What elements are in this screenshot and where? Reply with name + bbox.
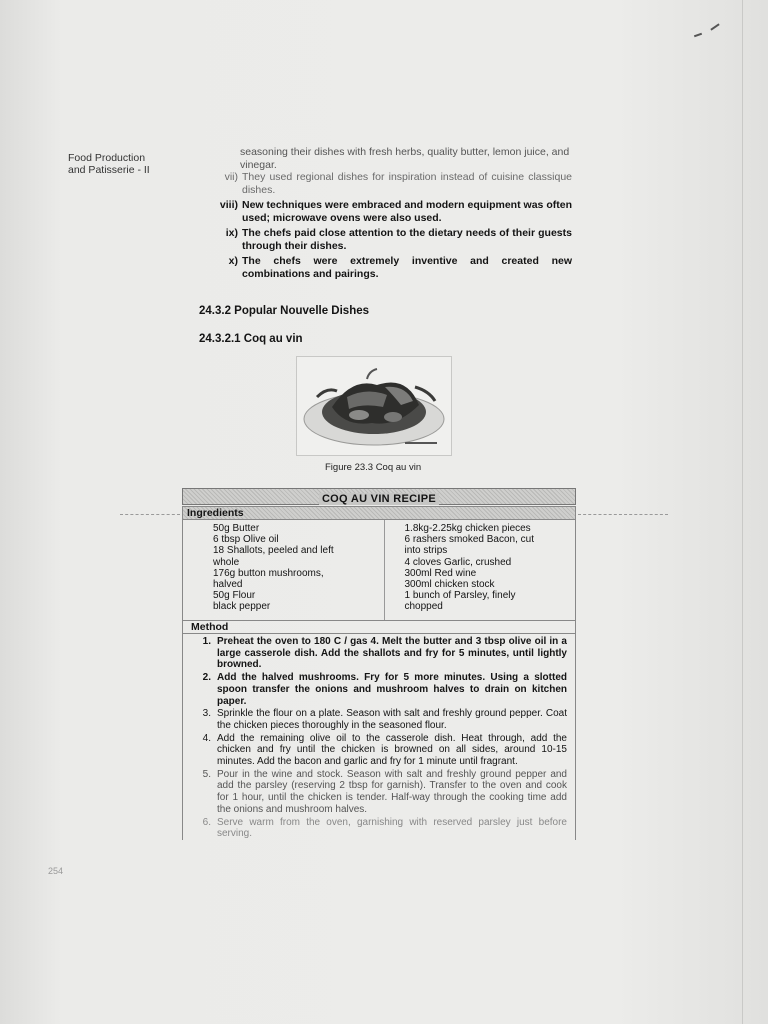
- ingredient-line: 4 cloves Garlic, crushed: [404, 556, 512, 568]
- step-number: 2.: [202, 672, 211, 684]
- list-item-text: The chefs paid close attention to the dietary needs of their guests through their dishes.: [242, 227, 572, 252]
- ingredient-line: 18 Shallots, peeled and left: [213, 545, 334, 557]
- ingredient-line: 176g button mushrooms,: [213, 567, 324, 579]
- ingredient-line: 50g Flour: [213, 590, 256, 602]
- step-number: 6.: [202, 816, 211, 828]
- ingredient-line: 6 tbsp Olive oil: [213, 534, 279, 546]
- list-item: [214, 199, 572, 224]
- page-number: 254: [48, 866, 64, 876]
- method-step: [189, 733, 567, 768]
- method-step: [189, 636, 567, 671]
- ingredient-line: 1.8kg-2.25kg chicken pieces: [404, 523, 531, 534]
- ingredient-line: 6 rashers smoked Bacon, cut: [404, 534, 535, 546]
- step-number: 3.: [202, 708, 211, 720]
- ingredient-line: into strips: [404, 545, 448, 557]
- list-item-text: The chefs were extremely inventive and created new combinations and pairings.: [242, 255, 572, 280]
- step-number: 5.: [202, 768, 211, 780]
- continued-paragraph: seasoning their dishes with fresh herbs, quality butter, lemon juice, and vinegar.: [240, 146, 570, 171]
- list-item-text: They used regional dishes for inspiration instead of cuisine classique dishes.: [242, 171, 572, 196]
- step-number: 4.: [202, 732, 211, 744]
- recipe-title: COQ AU VIN RECIPE: [319, 493, 439, 505]
- ingredient-line: 300ml Red wine: [404, 567, 477, 579]
- ingredient-line: halved: [213, 579, 243, 591]
- section-heading: 24.3.2 Popular Nouvelle Dishes: [199, 305, 370, 317]
- list-item-text: New techniques were embraced and modern equipment was often used; microwave ovens were also used.: [242, 199, 572, 224]
- step-text: Preheat the oven to 180 C / gas 4. Melt the butter and 3 tbsp olive oil in a large casserole dish. Add the shallots and fry for 5 minutes, until lightly browned.: [217, 636, 567, 671]
- margin-note: [68, 152, 178, 176]
- list-item-number: vii): [224, 171, 238, 183]
- recipe-title-bar: [182, 488, 576, 505]
- method-step: [189, 672, 567, 707]
- ingredient-line: 1 bunch of Parsley, finely: [404, 590, 516, 602]
- divider: [578, 514, 668, 515]
- figure-caption: Figure 23.3 Coq au vin: [325, 462, 422, 473]
- method-header: Method: [182, 620, 576, 634]
- step-text: Sprinkle the flour on a plate. Season with salt and freshly ground pepper. Coat the chicken pieces thoroughly in the seasoned flour.: [217, 708, 567, 731]
- margin-note-line: Food Production: [68, 152, 146, 164]
- list-item-number: ix): [225, 227, 238, 239]
- dish-image: [297, 357, 451, 455]
- list-item: [214, 255, 572, 280]
- ingredient-line: 300ml chicken stock: [404, 579, 495, 591]
- characteristics-list: [214, 171, 572, 283]
- coq-au-vin-photo: [296, 356, 452, 456]
- ingredients-header: Ingredients: [182, 506, 576, 520]
- list-item-number: x): [228, 255, 238, 267]
- ingredient-line: 50g Butter: [213, 523, 260, 534]
- recipe-box: [182, 488, 576, 864]
- list-item: [214, 171, 572, 196]
- ingredient-line: chopped: [404, 601, 443, 613]
- list-item-number: viii): [219, 199, 238, 211]
- step-text: Add the halved mushrooms. Fry for 5 more minutes. Using a slotted spoon transfer the onions and mushroom halves to drain on kitchen paper.: [217, 672, 567, 707]
- ingredients-right-column: [384, 520, 576, 620]
- ingredients-table: [182, 520, 576, 620]
- method-step: [189, 769, 567, 816]
- ingredient-line: whole: [213, 556, 240, 568]
- binding-edge: [742, 0, 743, 1024]
- margin-note-line: and Patisserie - II: [68, 164, 150, 176]
- list-item: [214, 227, 572, 252]
- divider: [120, 514, 180, 515]
- subsection-heading: 24.3.2.1 Coq au vin: [199, 333, 303, 345]
- ingredient-line: black pepper: [213, 601, 271, 613]
- step-number: 1.: [202, 636, 211, 647]
- step-text: Pour in the wine and stock. Season with salt and freshly ground pepper and add the parsley (reserving 2 tbsp for garnish). Transfer to the oven and cook for 1 hour, until the chicken is tender. Half-way through the cooking time add the onions and mushroom halves.: [217, 768, 567, 815]
- ingredients-left-column: [183, 520, 384, 620]
- method-step: [189, 817, 567, 840]
- method-step: [189, 708, 567, 731]
- step-text: Add the remaining olive oil to the casserole dish. Heat through, add the chicken and fry until the chicken is browned on all sides, around 10-15 minutes. Add the bacon and garlic and fry for 1 minute until fragrant.: [217, 732, 567, 768]
- step-text: Serve warm from the oven, garnishing with reserved parsley just before serving.: [217, 816, 567, 840]
- method-steps: [182, 634, 576, 840]
